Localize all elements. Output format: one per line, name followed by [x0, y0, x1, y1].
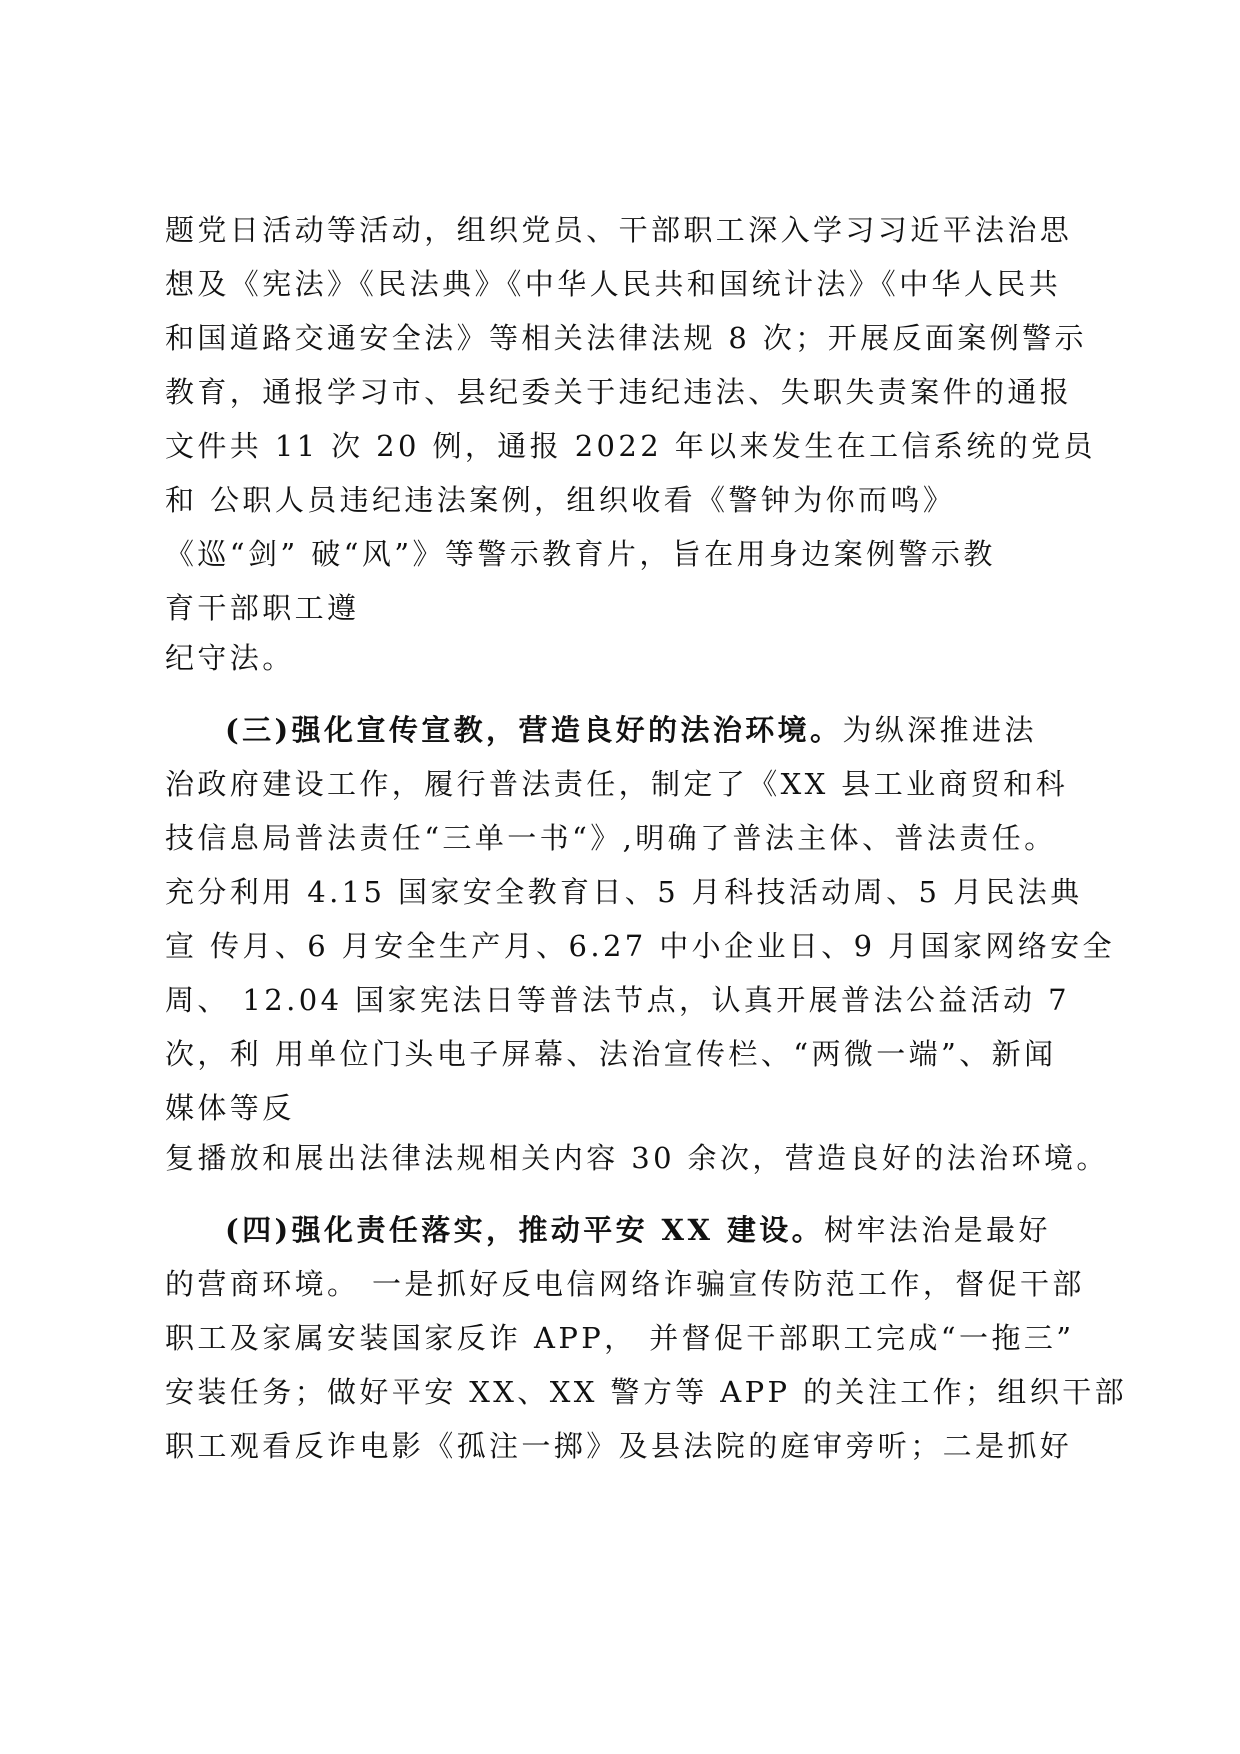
paragraph1-line: 育干部职工遵 [165, 591, 360, 625]
paragraph1-line: 和国道路交通安全法》等相关法律法规 8 次；开展反面案例警示 [165, 321, 1087, 355]
paragraph3-line: 职工及家属安装国家反诈 APP， 并督促干部职工完成“一拖三” [165, 1321, 1075, 1355]
paragraph1-line: 想及《宪法》《民法典》《中华人民共和国统计法》《中华人民共 [165, 267, 1062, 301]
paragraph1-line: 纪守法。 [165, 641, 295, 675]
paragraph1-line: 文件共 11 次 20 例，通报 2022 年以来发生在工信系统的党员 [165, 429, 1096, 463]
paragraph2-line: 技信息局普法责任“三单一书“》,明确了普法主体、普法责任。 [165, 821, 1057, 855]
paragraph1-line: 教育，通报学习市、县纪委关于违纪违法、失职失责案件的通报 [165, 375, 1073, 409]
paragraph3-line: 的营商环境。 一是抓好反电信网络诈骗宣传防范工作，督促干部 [165, 1267, 1085, 1301]
paragraph3-line: 职工观看反诈电影《孤注一掷》及县法院的庭审旁听；二是抓好 [165, 1429, 1073, 1463]
paragraph2-line: 宣 传月、6 月安全生产月、6.27 中小企业日、9 月国家网络安全 [165, 929, 1115, 963]
paragraph2-line: 复播放和展出法律法规相关内容 30 余次，营造良好的法治环境。 [165, 1141, 1109, 1175]
paragraph2-line: 周、 12.04 国家宪法日等普法节点，认真开展普法公益活动 7 [165, 983, 1070, 1017]
paragraph2-first-line [225, 710, 1037, 750]
paragraph2-line: 治政府建设工作，履行普法责任，制定了《XX 县工业商贸和科 [165, 767, 1069, 801]
paragraph2-line: 次，利 用单位门头电子屏幕、法治宣传栏、“两微一端”、新闻 [165, 1037, 1057, 1071]
paragraph3-first-line-text: 树牢法治是最好 [824, 1213, 1051, 1247]
paragraph1-line: 题党日活动等活动，组织党员、干部职工深入学习习近平法治思 [165, 213, 1073, 247]
paragraph2-first-line-text: 为纵深推进法 [842, 713, 1037, 747]
paragraph1-line: 《巡“剑” 破“风”》等警示教育片，旨在用身边案例警示教 [165, 537, 996, 571]
paragraph2-line: 媒体等反 [165, 1091, 295, 1125]
paragraph2-line: 充分利用 4.15 国家安全教育日、5 月科技活动周、5 月民法典 [165, 875, 1083, 909]
paragraph1-line: 和 公职人员违纪违法案例，组织收看《警钟为你而鸣》 [165, 483, 956, 517]
section-heading-3: (三)强化宣传宣教，营造良好的法治环境。 [225, 713, 843, 747]
paragraph3-first-line [225, 1210, 1051, 1250]
paragraph3-line: 安装任务；做好平安 XX、XX 警方等 APP 的关注工作；组织干部 [165, 1375, 1128, 1409]
section-heading-4: (四)强化责任落实，推动平安 XX 建设。 [225, 1213, 825, 1247]
